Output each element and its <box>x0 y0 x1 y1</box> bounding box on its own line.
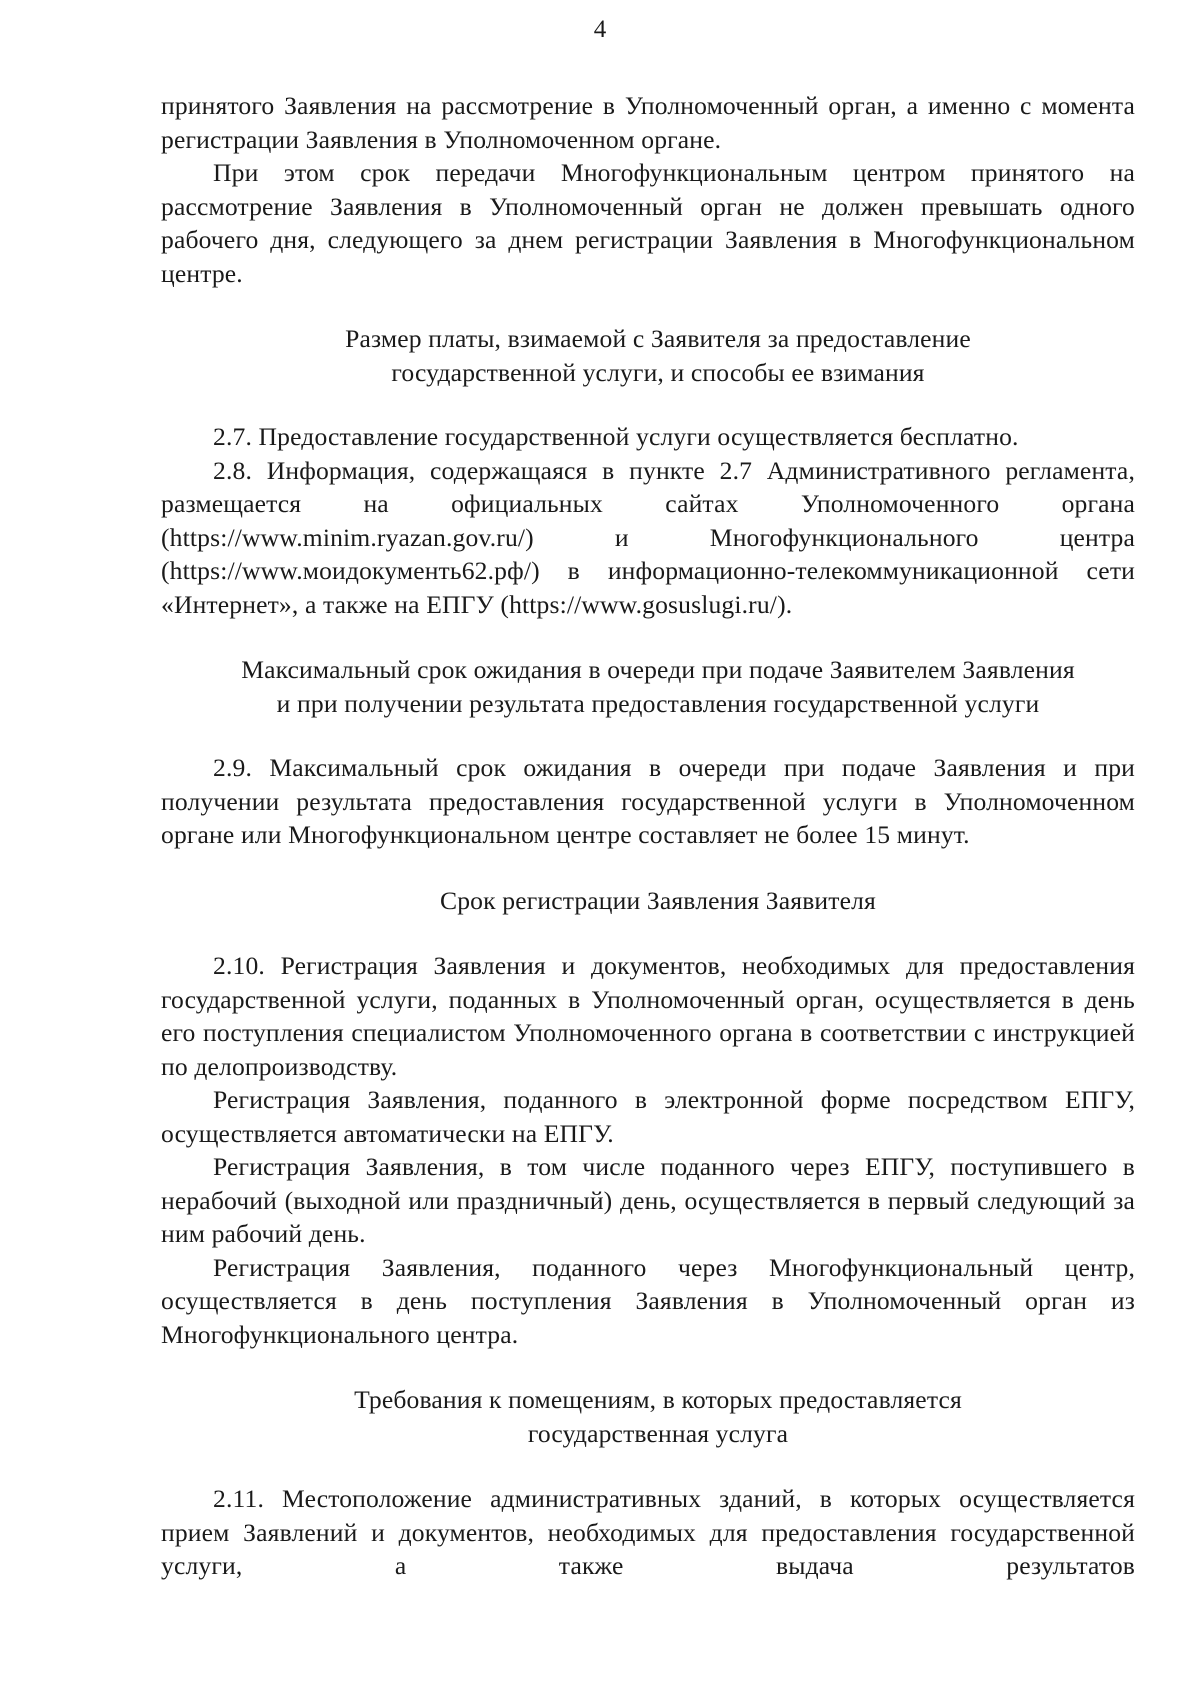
paragraph-2-7: 2.7. Предоставление государственной услуги осуществляется бесплатно. <box>213 422 1019 451</box>
paragraph-2-11: 2.11. Местоположение административных зданий, в которых осуществляется прием Заявлений и документов, необходимых для предоставления государственной услуги, а также выдача результатов <box>161 1484 1135 1580</box>
section-heading-registration <box>161 884 1135 918</box>
paragraph-2-9: 2.9. Максимальный срок ожидания в очереди при подаче Заявления и при получении результата предоставления государственной услуги в Уполномоченном органе или Многофункциональном центре составляет не более 15 минут. <box>161 753 1135 849</box>
heading-line: государственной услуги, и способы ее взимания <box>391 357 925 387</box>
heading-line: Срок регистрации Заявления Заявителя <box>440 885 876 915</box>
section-heading-fee <box>161 322 1135 389</box>
section-heading-queue <box>161 653 1135 720</box>
paragraph-transfer-deadline: При этом срок передачи Многофункциональным центром принятого на рассмотрение Заявления в Уполномоченный орган не должен превышать одного рабочего дня, следующего за днем регистрации Заявления в Многофункциональном центре. <box>161 158 1135 288</box>
paragraph-2-10: 2.10. Регистрация Заявления и документов, необходимых для предоставления государственной услуги, поданных в Уполномоченный орган, осуществляется в день его поступления специалистом Уполномоченного органа в соответствии с инструкцией по делопроизводству. <box>161 951 1135 1081</box>
heading-line: Размер платы, взимаемой с Заявителя за предоставление <box>345 324 971 353</box>
paragraph-registration-mfc: Регистрация Заявления, поданного через Многофункциональный центр, осуществляется в день поступления Заявления в Уполномоченный орган из Многофункционального центра. <box>161 1252 1135 1349</box>
heading-line: государственная услуга <box>527 1418 789 1448</box>
page-number: 4 <box>593 16 607 43</box>
paragraph-registration-holiday: Регистрация Заявления, в том числе поданного через ЕПГУ, поступившего в нерабочий (выходной или праздничный) день, осуществляется в первый следующий за ним рабочий день. <box>161 1152 1135 1248</box>
section-heading-premises <box>161 1383 1135 1450</box>
paragraph-continuation: принятого Заявления на рассмотрение в Уполномоченный орган, а именно с момента регистрации Заявления в Уполномоченном органе. <box>161 91 1135 154</box>
heading-line: и при получении результата предоставления государственной услуги <box>276 688 1040 718</box>
document-body <box>161 89 1135 1583</box>
paragraph-registration-epgu: Регистрация Заявления, поданного в электронной форме посредством ЕПГУ, осуществляется автоматически на ЕПГУ. <box>161 1085 1135 1148</box>
heading-line: Требования к помещениям, в которых предоставляется <box>354 1385 962 1414</box>
heading-line: Максимальный срок ожидания в очереди при подаче Заявителем Заявления <box>241 655 1075 684</box>
paragraph-2-8: 2.8. Информация, содержащаяся в пункте 2.7 Административного регламента, размещается на официальных сайтах Уполномоченного органа (https://www.minim.ryazan.gov.ru/) и Многофункционального центра (https://www.моидокументь62.рф/) в информационно-телекоммуникационной сети «Интернет», а также на ЕПГУ (https://www.gosuslugi.ru/). <box>161 455 1135 619</box>
